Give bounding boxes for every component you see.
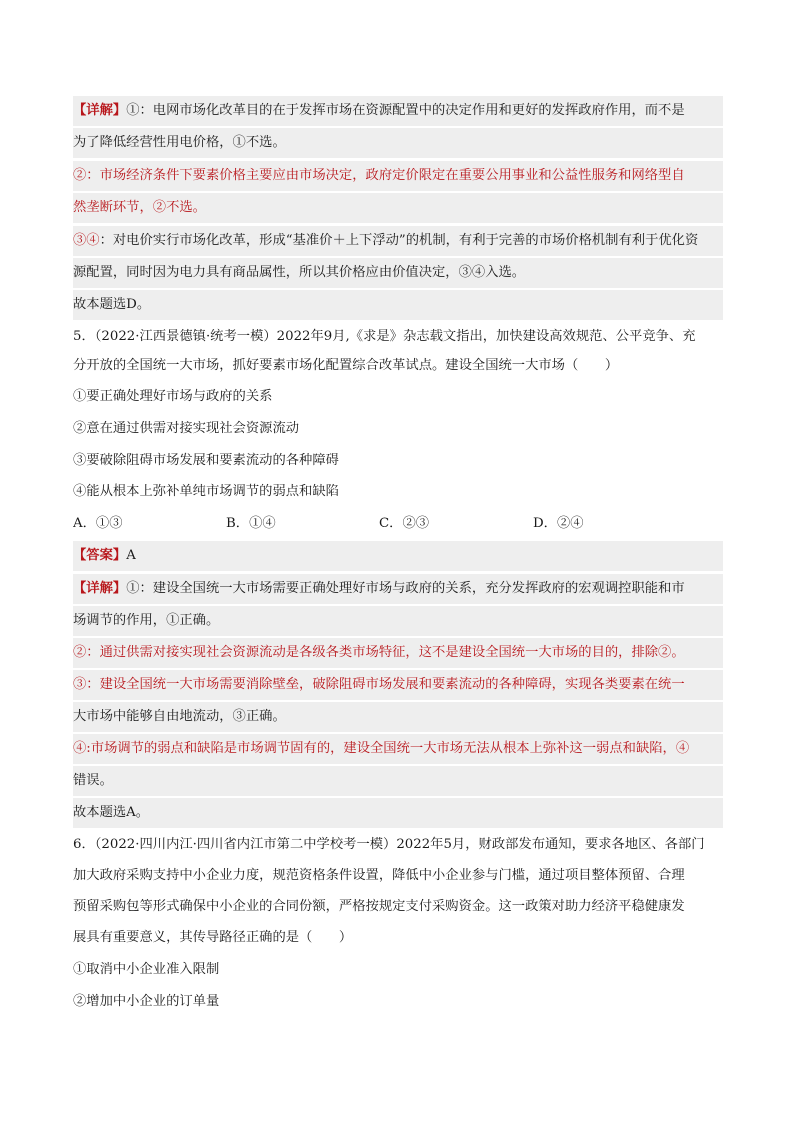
q6-statement-2: ②增加中小企业的订单量 bbox=[73, 994, 220, 1009]
q6-stem-line-1: 6．（2022·四川内江·四川省内江市第二中学校考一模）2022年5月，财政部发布通知，要求各地区、各部门 bbox=[73, 837, 705, 852]
q4-explanation-line-5 bbox=[73, 226, 723, 256]
answer-value: A bbox=[126, 548, 136, 563]
q4-explanation-line-6: 源配置，同时因为电力具有商品属性，所以其价格应由价值决定，③④入选。 bbox=[73, 258, 723, 288]
option-b: B．①④ bbox=[226, 516, 276, 531]
highlight-numbers: ③④ bbox=[73, 233, 100, 248]
q5-explanation-line-1 bbox=[73, 574, 723, 604]
q6-stem-line-3: 预留采购包等形式确保中小企业的合同份额，严格按规定支付采购资金。这一政策对助力经济平稳健康发 bbox=[73, 899, 685, 914]
q6-stem-line-2: 加大政府采购支持中小企业力度，规范资格条件设置，降低中小企业参与门槛，通过项目整体预留、合理 bbox=[73, 868, 685, 883]
explanation-tag: 【详解】 bbox=[73, 581, 127, 596]
q5-explanation-line-3: ②：通过供需对接实现社会资源流动是各级各类市场特征，这不是建设全国统一大市场的目的，排除②。 bbox=[73, 638, 723, 668]
q5-explanation-line-5: 大市场中能够自由地流动，③正确。 bbox=[73, 702, 723, 732]
q5-statement-1: ①要正确处理好市场与政府的关系 bbox=[73, 389, 273, 404]
explanation-text: ①：电网市场化改革目的在于发挥市场在资源配置中的决定作用和更好的发挥政府作用，而不是 bbox=[126, 103, 685, 118]
q5-answer bbox=[73, 541, 723, 571]
q4-explanation-line-3: ②：市场经济条件下要素价格主要应由市场决定，政府定价限定在重要公用事业和公益性服务和网络型自 bbox=[73, 161, 723, 191]
q5-stem-line-2: 分开放的全国统一大市场，抓好要素市场化配置综合改革试点。建设全国统一大市场（ ） bbox=[73, 358, 619, 373]
explanation-text: ①：建设全国统一大市场需要正确处理好市场与政府的关系，充分发挥政府的宏观调控职能和市 bbox=[126, 581, 685, 596]
q5-explanation-line-4: ③：建设全国统一大市场需要消除壁垒，破除阻碍市场发展和要素流动的各种障碍，实现各类要素在统一 bbox=[73, 670, 723, 700]
option-d: D．②④ bbox=[533, 516, 584, 531]
q4-explanation-line-2: 为了降低经营性用电价格，①不选。 bbox=[73, 128, 723, 158]
q4-explanation-line-1 bbox=[73, 96, 723, 126]
q5-conclusion: 故本题选A。 bbox=[73, 798, 723, 828]
q5-explanation-line-7: 错误。 bbox=[73, 766, 723, 796]
q5-explanation-line-6: ④:市场调节的弱点和缺陷是市场调节固有的，建设全国统一大市场无法从根本上弥补这一弱点和缺陷，④ bbox=[73, 734, 723, 764]
option-c: C．②③ bbox=[379, 516, 430, 531]
explanation-text-rest: ：对电价实行市场化改革，形成“基准价＋上下浮动”的机制，有利于完善的市场价格机制有利于优化资 bbox=[99, 233, 699, 248]
q5-stem-line-1: 5．（2022·江西景德镇·统考一模）2022年9月,《求是》杂志载文指出，加快建设高效规范、公平竞争、充 bbox=[73, 329, 696, 344]
q4-explanation-line-4: 然垄断环节，②不选。 bbox=[73, 193, 723, 223]
q6-statement-1: ①取消中小企业准入限制 bbox=[73, 962, 220, 977]
q5-statement-3: ③要破除阻碍市场发展和要素流动的各种障碍 bbox=[73, 453, 339, 468]
option-a: A．①③ bbox=[73, 516, 123, 531]
q5-statement-2: ②意在通过供需对接实现社会资源流动 bbox=[73, 421, 300, 436]
q6-stem-line-4: 展具有重要意义，其传导路径正确的是（ ） bbox=[73, 930, 353, 945]
explanation-tag: 【详解】 bbox=[73, 103, 127, 118]
q5-explanation-line-2: 场调节的作用，①正确。 bbox=[73, 606, 723, 636]
q4-conclusion: 故本题选D。 bbox=[73, 290, 723, 320]
q5-options-row bbox=[73, 509, 723, 539]
answer-tag: 【答案】 bbox=[73, 548, 127, 563]
q5-statement-4: ④能从根本上弥补单纯市场调节的弱点和缺陷 bbox=[73, 484, 339, 499]
